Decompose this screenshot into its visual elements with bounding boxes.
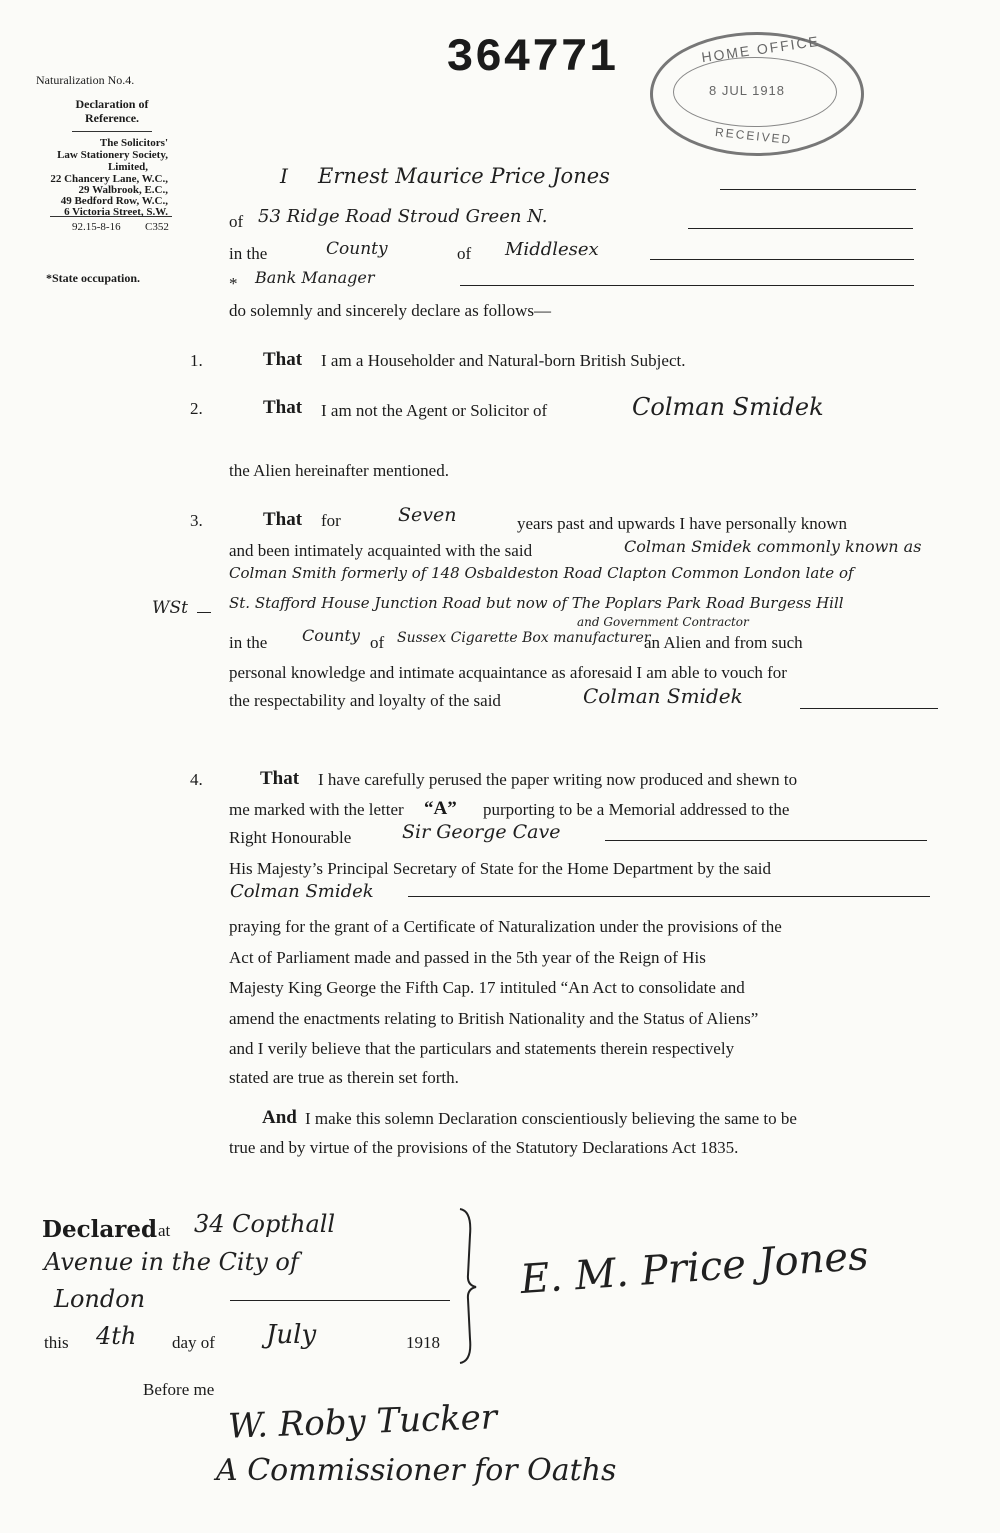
- para3-line4-hand: St. Stafford House Junction Road but now of The Poplars Park Road Burgess Hill: [229, 594, 844, 612]
- margin-initials-dash: [197, 612, 211, 613]
- attestation-brace: [452, 1205, 482, 1365]
- para3-line2-hand: Colman Smidek commonly known as: [624, 537, 922, 556]
- para4-body-line6: stated are true as therein set forth.: [229, 1068, 459, 1087]
- stationer-line2: Law Stationery Society,: [57, 149, 168, 161]
- para4-line2-b: purporting to be a Memorial addressed to the: [483, 800, 790, 819]
- in-the-label: in the: [229, 244, 268, 263]
- declarant-signature: E. M. Price Jones: [518, 1232, 870, 1304]
- print-code: 92.15-8-16: [72, 221, 121, 233]
- para2-tail: the Alien hereinafter mentioned.: [229, 461, 449, 480]
- closing-lead: And: [262, 1107, 297, 1128]
- para2-number: 2.: [190, 399, 203, 418]
- declarant-address: 53 Ridge Road Stroud Green N.: [258, 206, 548, 227]
- home-office-stamp: [650, 32, 864, 156]
- para3-alien-name: Colman Smidek: [583, 684, 743, 708]
- para3-of-label: of: [370, 633, 385, 652]
- para1-lead: That: [263, 349, 303, 370]
- of-label: of: [229, 212, 244, 231]
- para4-lead: That: [260, 768, 300, 789]
- form-title-line2: Reference.: [84, 111, 140, 125]
- stamp-top-text: HOME OFFICE: [700, 32, 821, 66]
- stamp-date: 8 JUL 1918: [709, 83, 786, 98]
- day-value: 4th: [96, 1322, 137, 1350]
- para4-line2-a: me marked with the letter: [229, 800, 404, 819]
- para4-line4: His Majesty’s Principal Secretary of State for the Home Department by the said: [229, 859, 771, 878]
- place-line3: London: [54, 1285, 146, 1313]
- para4-body-line3: Majesty King George the Fifth Cap. 17 intituled “An Act to consolidate and: [229, 978, 745, 997]
- para2-lead: That: [263, 397, 303, 418]
- commissioner-signature: W. Roby Tucker: [227, 1397, 498, 1447]
- para3-years-text: years past and upwards I have personally known: [517, 514, 847, 533]
- place-line1: 34 Copthall: [194, 1210, 336, 1238]
- stationer-line4: 22 Chancery Lane, W.C.,: [50, 173, 168, 185]
- para3-county-hand: Sussex Cigarette Box manufacturer: [397, 630, 651, 646]
- commissioner-title: A Commissioner for Oaths: [216, 1453, 617, 1488]
- para3-in-the: in the: [229, 633, 268, 652]
- closing-line1: I make this solemn Declaration conscientiously believing the same to be: [305, 1109, 797, 1128]
- form-title-line1: Declaration of: [75, 97, 149, 111]
- para4-line3: Right Honourable: [229, 828, 352, 847]
- form-number: Naturalization No.4.: [36, 73, 135, 87]
- para3-name-rule: [800, 708, 938, 709]
- day-of-label: day of: [172, 1333, 215, 1352]
- para1-number: 1.: [190, 351, 203, 370]
- address-rule: [688, 228, 913, 229]
- para3-line2-print: and been intimately acquainted with the said: [229, 541, 533, 560]
- para3-line6: personal knowledge and intimate acquaintance as aforesaid I am able to vouch for: [229, 663, 787, 682]
- para2-text: I am not the Agent or Solicitor of: [321, 401, 548, 420]
- of-label-2: of: [457, 244, 472, 263]
- para4-secretary: Sir George Cave: [402, 821, 561, 843]
- para3-lead: That: [263, 509, 303, 530]
- para3-line4-super: and Government Contractor: [577, 615, 749, 629]
- para4-body-line1: praying for the grant of a Certificate of Naturalization under the provisions of the: [229, 917, 782, 936]
- para1-text: I am a Householder and Natural-born British Subject.: [321, 351, 686, 370]
- declarant-occupation: Bank Manager: [255, 268, 375, 287]
- stationer-line3: Limited,: [107, 161, 148, 173]
- declarant-name: Ernest Maurice Price Jones: [318, 164, 610, 188]
- stamp-bottom-text: RECEIVED: [714, 124, 793, 148]
- para4-line1: I have carefully perused the paper writing now produced and shewn to: [318, 770, 798, 789]
- para3-for-label: for: [321, 511, 341, 530]
- stationer-rule: [50, 216, 172, 217]
- declared-label: Declared: [42, 1216, 158, 1243]
- county-name: Middlesex: [505, 239, 599, 260]
- para4-number: 4.: [190, 770, 203, 789]
- stationer-line7: 6 Victoria Street, S.W.: [64, 206, 168, 218]
- para3-alien-text: an Alien and from such: [644, 633, 803, 652]
- stationer-line5: 29 Walbrook, E.C.,: [78, 184, 168, 196]
- para3-years-value: Seven: [398, 504, 457, 526]
- place-rule: [230, 1300, 450, 1301]
- occupation-rule: [460, 285, 914, 286]
- para4-alien-name: Colman Smidek: [230, 881, 374, 902]
- para3-line7: the respectability and loyalty of the said: [229, 691, 501, 710]
- i-prefix: I: [280, 164, 288, 188]
- margin-note-occupation: *State occupation.: [46, 271, 140, 285]
- para3-county-word: County: [302, 626, 360, 645]
- print-ref: C352: [145, 221, 169, 233]
- para3-line3-hand: Colman Smith formerly of 148 Osbaldeston Road Clapton Common London late of: [229, 564, 854, 582]
- closing-line2: true and by virtue of the provisions of the Statutory Declarations Act 1835.: [229, 1138, 739, 1157]
- para3-number: 3.: [190, 511, 203, 530]
- para2-alien-name: Colman Smidek: [632, 393, 824, 421]
- declaration-intro: do solemnly and sincerely declare as follows—: [229, 301, 551, 320]
- place-line2: Avenue in the City of: [44, 1248, 299, 1276]
- para4-body-line5: and I verily believe that the particulars and statements therein respectively: [229, 1039, 735, 1058]
- county-word: County: [326, 239, 388, 259]
- para4-body-line4: amend the enactments relating to British Nationality and the Status of Aliens”: [229, 1009, 759, 1028]
- stationer-line6: 49 Bedford Row, W.C.,: [60, 195, 168, 207]
- stationer-line1: The Solicitors': [99, 137, 168, 149]
- this-label: this: [44, 1333, 69, 1352]
- para4-secretary-rule: [605, 840, 927, 841]
- para4-body-line2: Act of Parliament made and passed in the 5th year of the Reign of His: [229, 948, 706, 967]
- para4-letter: “A”: [424, 798, 457, 819]
- para3-margin-initials: WSt: [152, 598, 188, 618]
- year-value: 1918: [406, 1333, 440, 1352]
- before-me-label: Before me: [143, 1380, 215, 1399]
- occupation-star: *: [229, 274, 238, 293]
- at-label: at: [158, 1221, 171, 1240]
- header-divider: [72, 131, 152, 132]
- para4-name-rule: [408, 896, 930, 897]
- county-rule: [650, 259, 914, 260]
- month-value: July: [266, 1320, 317, 1350]
- name-rule: [720, 189, 916, 190]
- serial-number: 364771: [446, 32, 618, 84]
